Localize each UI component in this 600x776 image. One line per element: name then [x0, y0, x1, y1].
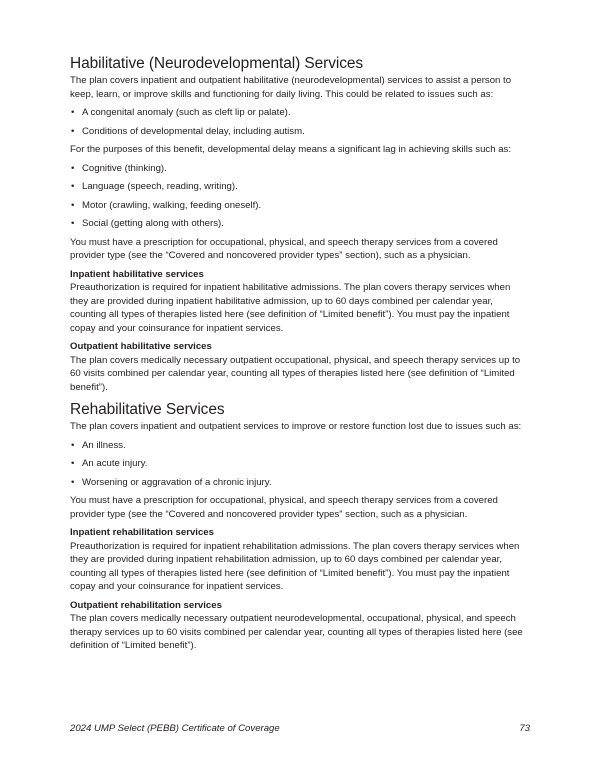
rehabilitative-prescription: You must have a prescription for occupational, physical, and speech therapy services from a covered provider type (see the “Covered and noncovered provider types” section, such as a physician.: [70, 495, 498, 520]
bullet-icon: •: [71, 218, 75, 229]
list-item: • Conditions of developmental delay, including autism.: [71, 125, 305, 137]
habilitative-prescription: You must have a prescription for occupational, physical, and speech therapy services from a covered provider type (see the “Covered and noncovered provider types” section), such as a physician.: [70, 236, 498, 261]
document-page: [70, 55, 530, 658]
inpatient-rehabilitation-heading: Inpatient rehabilitation services: [70, 527, 214, 538]
bullet-icon: •: [71, 199, 75, 211]
list-item: • Worsening or aggravation of a chronic injury.: [71, 476, 272, 488]
rehabilitative-intro: The plan covers inpatient and outpatient services to improve or restore function lost due to issues such as:: [70, 421, 522, 432]
developmental-delay-intro: For the purposes of this benefit, developmental delay means a significant lag in achieving skills such as:: [70, 144, 512, 155]
habilitative-intro: The plan covers inpatient and outpatient habilitative (neurodevelopmental) services to assist a person to keep, learn, or improve skills and functioning for daily living. This could be related to issues such as:: [70, 75, 512, 100]
bullet-icon: •: [71, 125, 75, 137]
bullet-icon: •: [71, 476, 75, 488]
list-item: • Cognitive (thinking).: [71, 162, 167, 174]
rehabilitative-issues-list: [70, 439, 530, 490]
bullet-icon: •: [71, 458, 75, 469]
list-item: • Language (speech, reading, writing).: [71, 181, 238, 192]
outpatient-rehabilitation-heading: Outpatient rehabilitation services: [70, 599, 222, 611]
inpatient-habilitative-text: Preauthorization is required for inpatient habilitative admissions. The plan covers therapy services when they are provided during inpatient habilitative admission, up to 60 days combined per calendar year, counting all types of therapies listed here (see definition of “Limited benefit”). You must pay the inpatient copay and your coinsurance for inpatient services.: [70, 282, 511, 334]
bullet-icon: •: [71, 439, 75, 451]
list-item: • An illness.: [71, 439, 126, 451]
bullet-icon: •: [71, 162, 75, 174]
footer-title: 2024 UMP Select (PEBB) Certificate of Coverage: [70, 723, 280, 734]
list-item: • An acute injury.: [71, 458, 148, 469]
inpatient-rehabilitation-text: Preauthorization is required for inpatient rehabilitation admissions. The plan covers therapy services when they are provided during inpatient rehabilitation admission, up to 60 days combined per calendar year, counting all types of therapies listed here (see definition of “Limited benefit”). You must pay the inpatient copay and your coinsurance for inpatient services.: [70, 540, 520, 592]
list-item: • A congenital anomaly (such as cleft lip or palate).: [71, 107, 291, 118]
skills-list: [70, 162, 530, 231]
habilitative-heading: Habilitative (Neurodevelopmental) Services: [70, 55, 364, 72]
rehabilitative-heading: Rehabilitative Services: [70, 401, 225, 418]
habilitative-issues-list: [70, 106, 530, 138]
bullet-icon: •: [71, 107, 75, 118]
outpatient-habilitative-text: The plan covers medically necessary outpatient occupational, physical, and speech therapy services up to 60 visits combined per calendar year, counting all types of therapies listed here (see definition of “Limited benefit”).: [70, 354, 521, 393]
outpatient-rehabilitation-text: The plan covers medically necessary outpatient neurodevelopmental, occupational, physical, and speech therapy services up to 60 visits combined per calendar year, counting all types of therapies listed here (see definition of “Limited benefit”).: [70, 613, 523, 651]
list-item: • Motor (crawling, walking, feeding oneself).: [71, 199, 262, 211]
page-number: 73: [519, 723, 530, 734]
inpatient-habilitative-heading: Inpatient habilitative services: [70, 268, 204, 280]
list-item: • Social (getting along with others).: [71, 218, 224, 229]
bullet-icon: •: [71, 181, 75, 192]
outpatient-habilitative-heading: Outpatient habilitative services: [70, 341, 212, 352]
